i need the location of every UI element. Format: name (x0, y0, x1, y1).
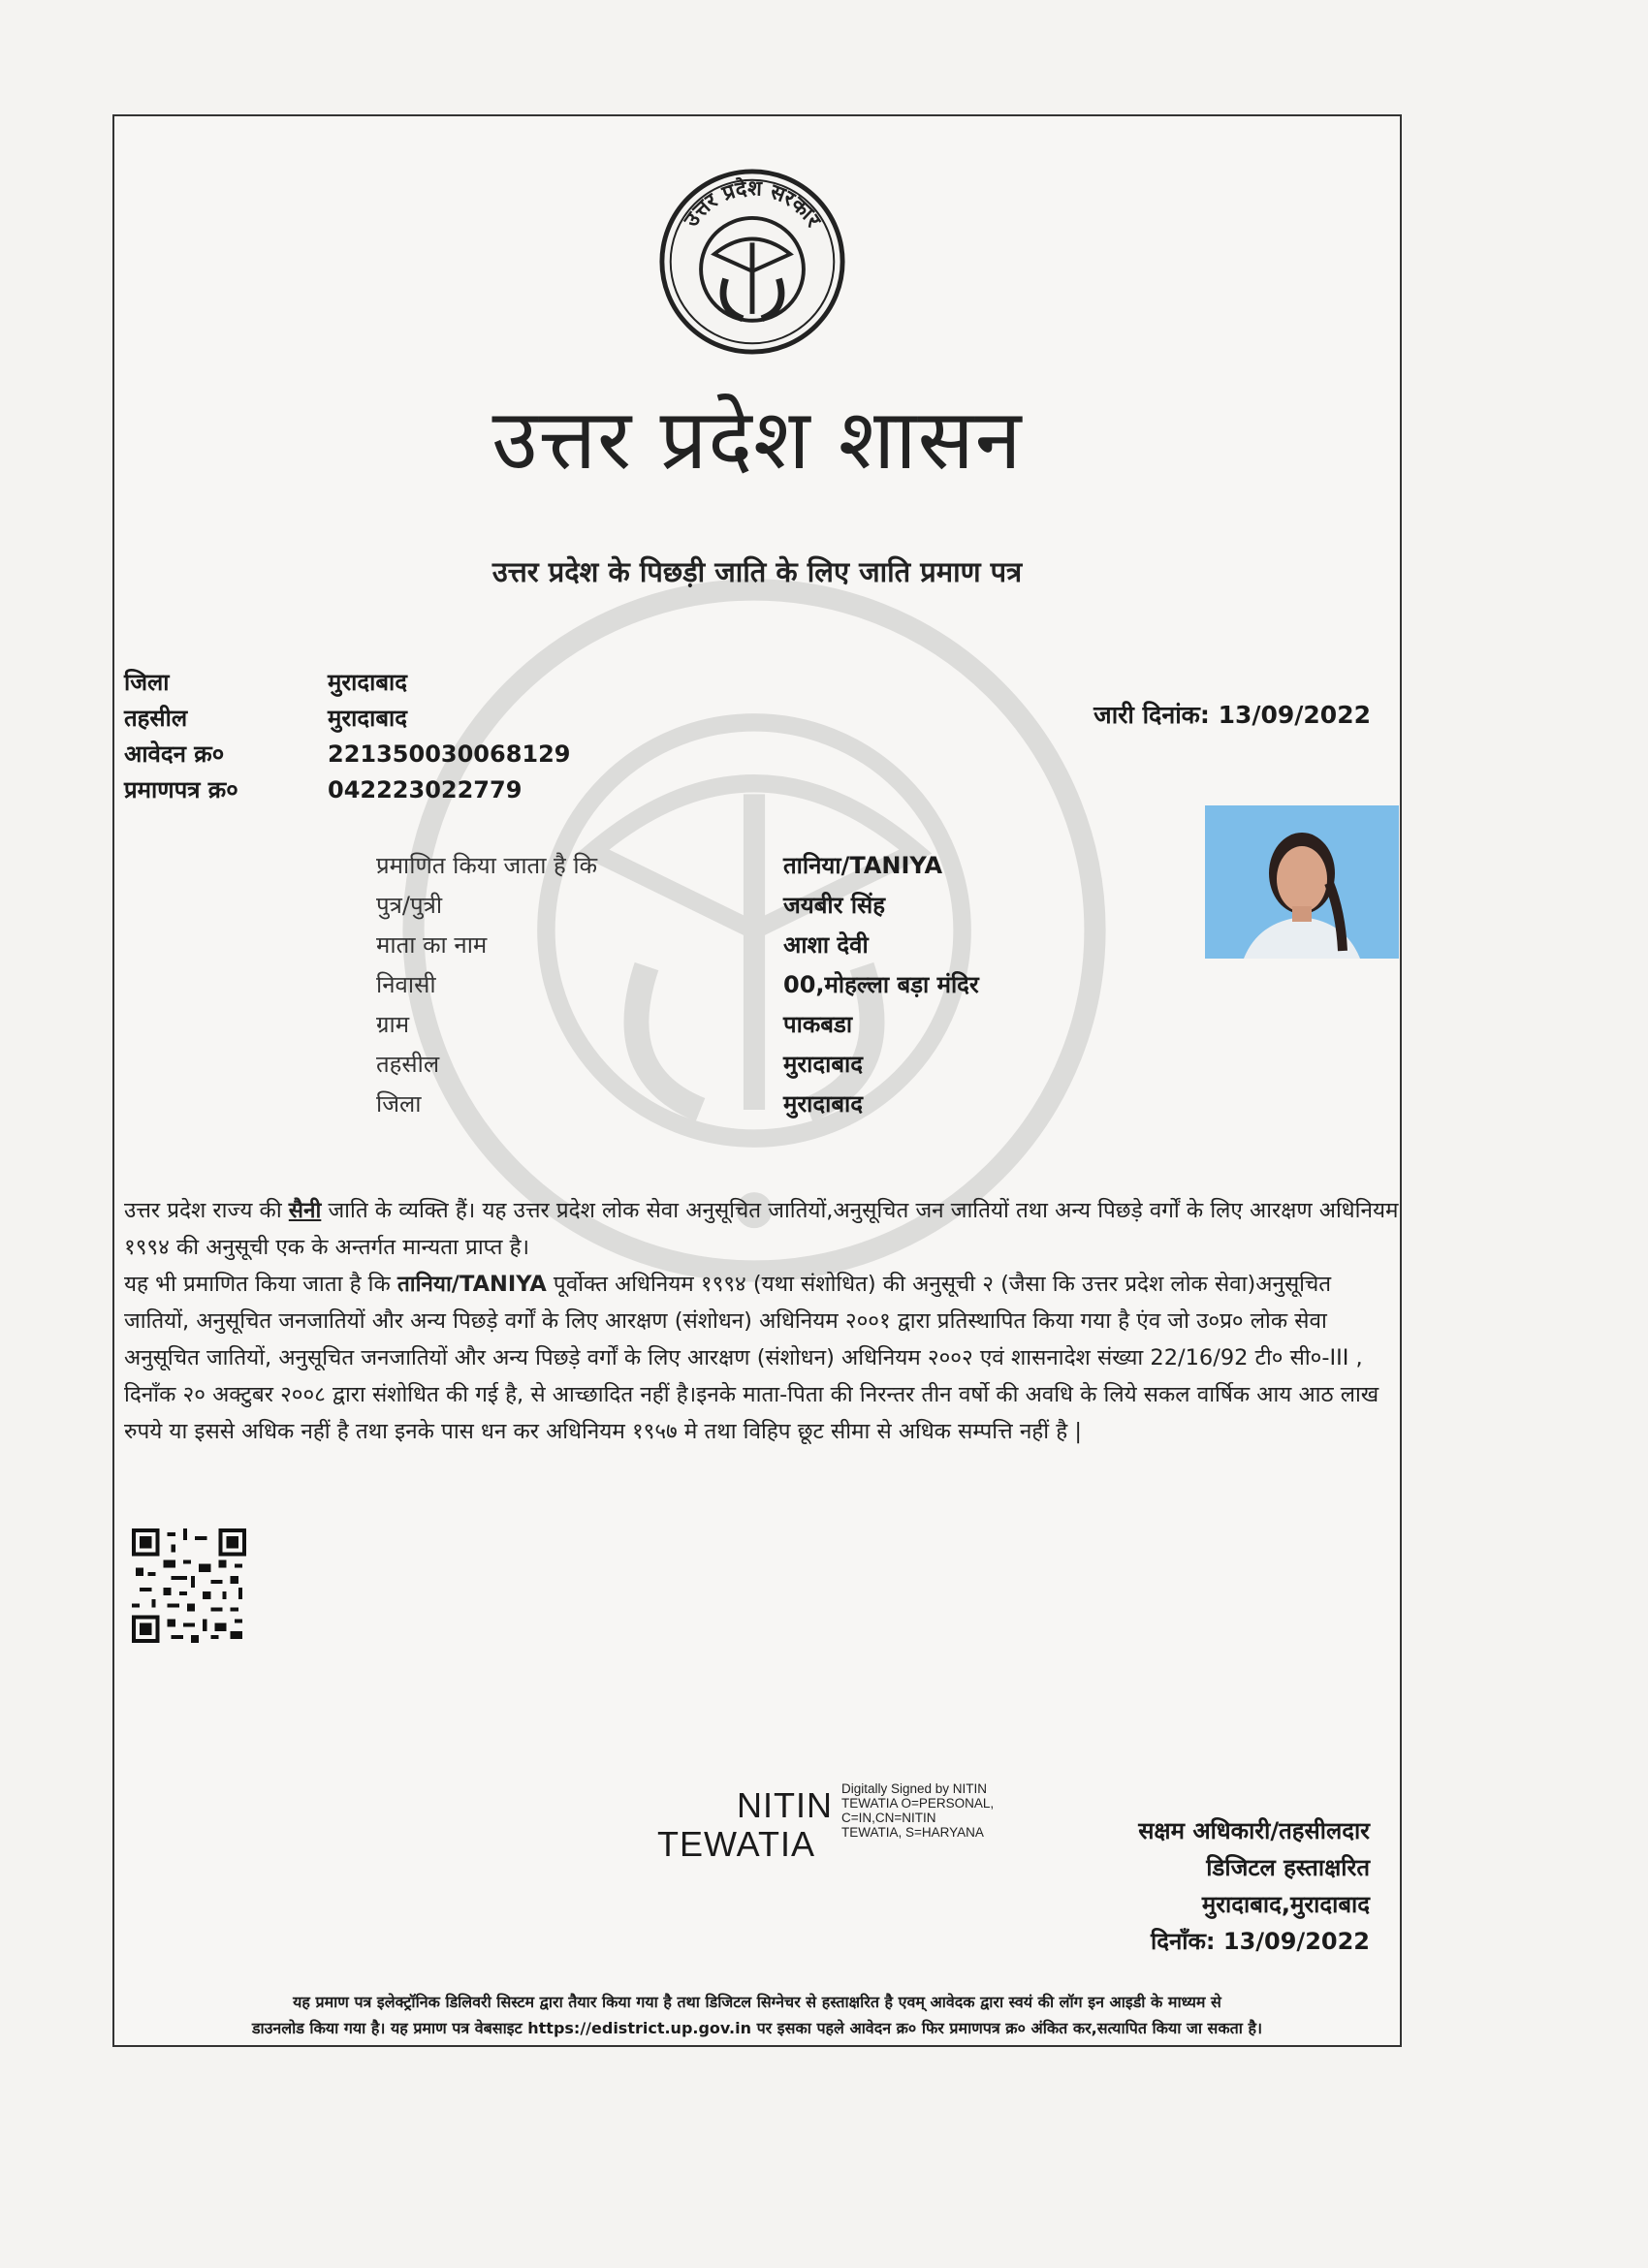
detail-row-name (376, 845, 979, 885)
detail-value: तानिया/TANIYA (783, 852, 943, 879)
meta-label: आवेदन क्र० (124, 740, 225, 768)
detail-row-mother (376, 925, 979, 964)
body-text: यह भी प्रमाणित किया जाता है कि (124, 1272, 397, 1297)
signer-name-line2: TEWATIA (657, 1824, 815, 1864)
detail-value: 00,मोहल्ला बड़ा मंदिर (783, 971, 979, 998)
detail-row-father (376, 885, 979, 925)
applicant-name-inline: तानिया/TANIYA (396, 1272, 547, 1297)
meta-label: जिला (124, 669, 170, 696)
detail-label: जिला (376, 1090, 422, 1118)
authority-digital: डिजिटल हस्ताक्षरित (1206, 1854, 1370, 1881)
meta-row-application (124, 736, 571, 772)
details-block (376, 845, 979, 1123)
detail-value: पाकबडा (783, 1011, 853, 1038)
issue-date: जारी दिनांक: 13/09/2022 (1093, 701, 1371, 729)
certificate-subtitle: उत्तर प्रदेश के पिछड़ी जाति के लिए जाति प्रमाण पत्र (491, 555, 1023, 588)
meta-block (124, 664, 571, 807)
body-paragraph-1 (124, 1192, 1399, 1266)
emblem-seal-text: उत्तर प्रदेश सरकार (679, 176, 826, 232)
detail-value: जयबीर सिंह (783, 892, 886, 919)
meta-row-tehsil (124, 700, 571, 736)
detail-label: ग्राम (376, 1011, 410, 1038)
up-government-emblem-icon (657, 167, 847, 357)
signature-note-line: TEWATIA O=PERSONAL, (841, 1796, 995, 1811)
detail-label: पुत्र/पुत्री (376, 892, 443, 919)
signature-note-line: C=IN,CN=NITIN (841, 1811, 936, 1825)
page-title: उत्तर प्रदेश शासन (491, 392, 1023, 488)
signature-note (841, 1781, 1064, 1840)
detail-value: मुरादाबाद (783, 1051, 864, 1078)
footer-note (114, 1989, 1400, 2041)
qr-code-icon (132, 1528, 246, 1643)
body-text: पूर्वोक्त अधिनियम १९९४ (यथा संशोधित) की अनुसूची २ (जैसा कि उत्तर प्रदेश लोक सेवा)अनुसूचित जातियों, अनुसूचित जनजातियों और अन्य पिछड़े वर्गों के लिए आरक्षण (संशोधन) अधिनियम २००१ द्वारा प्रतिस्थापित किया गया है एंव जो उ०प्र० लोक सेवा अनुसूचित जातियों, अनुसूचित जनजातियों और अन्य पिछड़े वर्गों के लिए आरक्षण (संशोधन) अधिनियम २००२ एवं शासनादेश संख्या 22/16/92 टी० सी०-III , दिनाँक २० अक्टुबर २००८ द्वारा संशोधित की गई है, से आच्छादित नहीं है।इनके माता-पिता की निरन्तर तीन वर्षो की अवधि के लिये सकल वार्षिक आय आठ लाख रुपये या इससे अधिक नहीं है तथा इनके पास धन कर अधिनियम १९५७ मे तथा विहिप छूट सीमा से अधिक सम्पत्ति नहीं है | (124, 1272, 1379, 1444)
authority-designation: सक्षम अधिकारी/तहसीलदार (1138, 1817, 1370, 1844)
detail-label: माता का नाम (376, 931, 488, 959)
detail-value: आशा देवी (783, 931, 869, 959)
certificate-page (112, 114, 1402, 2047)
meta-row-certificate (124, 772, 571, 807)
meta-value: मुरादाबाद (328, 705, 408, 732)
body-text: जाति के व्यक्ति हैं। यह उत्तर प्रदेश लोक सेवा अनुसूचित जातियों,अनुसूचित जन जातियों तथा अन्य पिछड़े वर्गों के लिए आरक्षण अधिनियम १९९४ की अनुसूची एक के अन्तर्गत मान्यता प्राप्त है। (124, 1198, 1399, 1260)
detail-label: निवासी (376, 971, 436, 998)
applicant-photo (1205, 805, 1399, 959)
applicant-portrait-icon (1205, 805, 1399, 959)
meta-row-district (124, 664, 571, 700)
authority-block (1079, 1812, 1370, 1960)
detail-label: तहसील (376, 1051, 440, 1078)
certificate-body (124, 1192, 1399, 1450)
authority-date: दिनाँक: 13/09/2022 (1150, 1928, 1370, 1955)
detail-row-tehsil (376, 1044, 979, 1084)
detail-row-village (376, 1004, 979, 1044)
body-text: उत्तर प्रदेश राज्य की (124, 1198, 289, 1223)
detail-row-residence (376, 964, 979, 1004)
authority-place: मुरादाबाद,मुरादाबाद (1201, 1891, 1370, 1918)
footer-line: यह प्रमाण पत्र इलेक्ट्रॉनिक डिलिवरी सिस्टम द्वारा तैयार किया गया है तथा डिजिटल सिग्नेचर से हस्ताक्षरित है एवम् आवेदक द्वारा स्वयं की लॉग इन आइडी के माध्यम से (293, 1993, 1221, 2011)
detail-row-district (376, 1084, 979, 1123)
meta-value: 042223022779 (328, 775, 523, 803)
detail-label: प्रमाणित किया जाता है कि (376, 852, 598, 879)
detail-value: मुरादाबाद (783, 1090, 864, 1118)
signer-name-line1: NITIN (737, 1785, 833, 1825)
signature-note-line: Digitally Signed by NITIN (841, 1781, 988, 1796)
meta-label: तहसील (124, 705, 188, 732)
signature-note-line: TEWATIA, S=HARYANA (841, 1825, 984, 1840)
footer-line: डाउनलोड किया गया है। यह प्रमाण पत्र वेबसाइट https://edistrict.up.gov.in पर इसका पहले आवेदन क्र० फिर प्रमाणपत्र क्र० अंकित कर,सत्यापित किया जा सकता है। (251, 2019, 1263, 2037)
meta-value: मुरादाबाद (328, 669, 408, 696)
caste-name: सैनी (288, 1198, 322, 1223)
meta-value: 221350030068129 (328, 740, 571, 768)
meta-label: प्रमाणपत्र क्र० (124, 776, 238, 803)
body-paragraph-2 (124, 1266, 1399, 1450)
